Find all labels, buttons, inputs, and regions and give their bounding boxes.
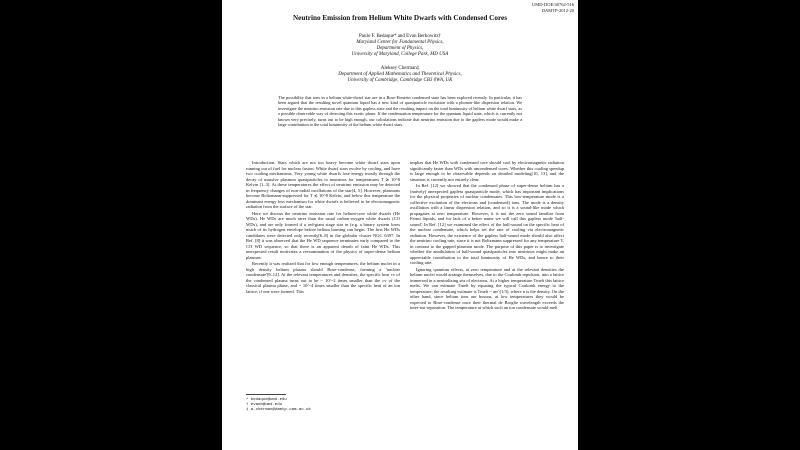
paper-title: Neutrino Emission from Helium White Dwarfs with Condensed Cores: [292, 14, 508, 22]
paragraph: implies that He WDs with condensed core should cool by electromagnetic radiation significantly faster than WDs with uncondensed cores. Whether this cooling speedup is large enough to be observable depends on detailed modeling[10, 13], and the situation is currently not entirely clear.: [410, 160, 564, 182]
paragraph: Ignoring quantum effects, at zero temperature and at the relevant densities the helium nuclei would arrange themselves, due to the Coulomb repulsion, into a lattice immersed in a neutralizing sea of electrons. At a higher temperature Tmelt this lattice melts. We can estimate Tmelt by equating the typical Coulomb energy to the temperature; the resulting estimate is Tmelt ~ αn^(1/3), where n is the density. On the other hand, since helium ions are bosons, at low temperatures they would be expected to Bose-condense once their thermal de Broglie wavelength exceeds the inter-ion separation. The temperature at which such an ion condensate would melt: [410, 266, 564, 310]
affiliation: University of Cambridge, Cambridge CB3 0WA, UK: [347, 78, 453, 83]
footnote-rule: [246, 394, 286, 395]
footnotes: [246, 398, 311, 414]
authors: Paulo F. Bedaque* and Evan Berkowitz†: [358, 34, 442, 39]
column-right: [410, 160, 564, 312]
footnote-email[interactable]: ‡ a.cherman@damtp.cam.ac.uk: [246, 408, 311, 413]
footnote-email[interactable]: * bedaque@umd.edu: [246, 398, 287, 402]
affiliation: Department of Physics,: [376, 46, 424, 51]
affiliation: University of Maryland, College Park, MD USA: [351, 52, 449, 57]
affiliation: Maryland Center for Fundamental Physics,: [356, 40, 444, 45]
paragraph: Introduction. Stars which are not too heavy become white dwarf stars upon running out of fuel for nuclear fusion. White dwarf stars evolve by cooling, and have two cooling mechanisms. Very young white dwarfs lose energy mostly through the decay of massive plasmon quasiparticles to neutrinos for temperatures T ≳ 10^8 Kelvin [1–3]. At these temperatures the effect of neutrino emission may be detected in frequency changes of non-radial oscillations of the star[4, 5]. However, plasmons become Boltzmann-suppressed for T ≲ 10^8 Kelvin, and below this temperature the dominant energy loss mechanism for white dwarfs is believed to be electromagnetic radiation from the surface of the star.: [246, 160, 400, 209]
author-block-2: [222, 66, 578, 84]
paragraph: In Ref. [12] we showed that the condensed phase of super-dense helium has a (naively) unexpected gapless quasiparticle mode, which has important implications for the physical properties of nuclear condensates. This low-temperature mode is a collective excitation of the electrons and (condensed) ions. The mode is a density oscillation with a linear dispersion relation, and so it is a sound-like mode which propagates at zero temperature. However, it is not the zero sound familiar from Fermi liquids, and for lack of a better name we will call this gapless mode 'half-sound'. In Ref. [12] we examined the effect of the half-sound on the specific heat of the nuclear condensate, which helps set the rate of cooling via electromagnetic radiation. However, the existence of the gapless half-sound mode should also affect the neutrino cooling rate, since it is not Boltzmann suppressed for any temperature T, in contrast to the gapped plasmon mode. The purpose of this paper is to investigate whether the annihilation of half-sound quasiparticles into neutrinos might make an appreciable contribution to the total luminosity of He WDs, and hence to their cooling rate.: [410, 183, 564, 265]
paragraph: Recently it was realized that for low enough temperatures, the helium nuclei in a high density helium plasma should Bose-condense, forming a 'nuclear condensate'[9–12]. At the relevant temperatures and densities, the specific heat cv of the condensed plasma turns out to be ~ 10^-2 times smaller than the cv of the classical plasma phase, and ~ 10^-4 times smaller than the specific heat of an ion lattice, if one were formed. This: [246, 261, 400, 294]
footnote-email[interactable]: † evanb@umd.edu: [246, 403, 283, 408]
report-number: DAMTP-2012-20: [541, 8, 574, 13]
paper-page: [222, 0, 578, 450]
column-left: [246, 160, 400, 295]
paragraph: Here we discuss the neutrino emission rate for helium-core white dwarfs (He WDs). He WDs are much rarer than the usual carbon-oxygen white dwarfs (CO WDs), and are only formed if a red-giant stage star in (e.g. a binary system loses much of its hydrogen envelope before helium burning can begin. The first He WDs candidates were detected only recently[6–8] in the globular cluster NGC 6397. In Ref. [8] it was observed that the He WD sequence terminates early compared to the CO WD sequence, so that there is an apparent dearth of faint He WDs. This unexpected result motivates a reexamination of the physics of super-dense helium plasmas.: [246, 210, 400, 260]
author-block-1: [222, 34, 578, 58]
affiliation: Department of Applied Mathematics and Theoretical Physics,: [338, 72, 462, 77]
report-number: UMD-DOE/40762-516: [532, 2, 574, 7]
authors: Aleksey Cherman‡: [380, 66, 420, 71]
abstract: The possibility that ions in a helium white-dwarf star are in a Bose-Einstein condensed state has been explored recently. In particular, it has been argued that the resulting novel quantum liquid has a new kind of quasiparticle excitation with a phonon-like dispersion relation. We investigate the neutrino emission rate due to this gapless state and the resulting impact on the total luminosity of helium white dwarf stars, as a possible observable way of detecting this exotic phase. If the condensation temperature for the quantum liquid state, which is currently not known very precisely, turns out to be high enough, our calculations indicate that neutrino emission due to the gapless mode would make a large contribution to the total luminosity of the helium white dwarf stars.: [278, 95, 522, 128]
report-numbers: [532, 2, 574, 14]
